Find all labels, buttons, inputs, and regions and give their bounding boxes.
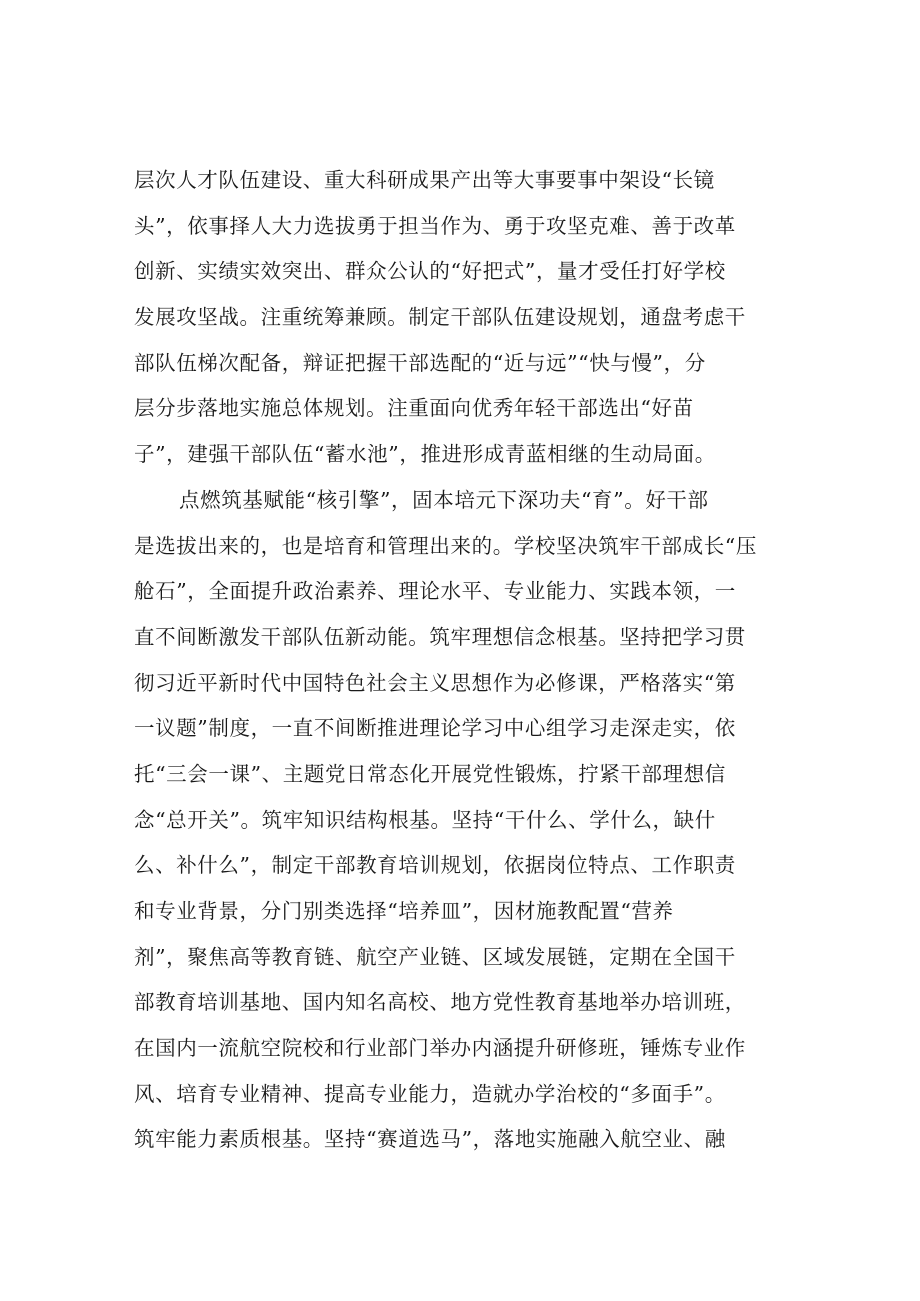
text-line: 剂”，聚焦高等教育链、航空产业链、区域发展链，定期在全国干 <box>134 944 736 969</box>
paragraph-1 <box>134 158 798 478</box>
text-line: 部教育培训基地、国内知名高校、地方党性教育基地举办培训班， <box>134 990 746 1015</box>
document-body <box>134 158 798 1163</box>
text-line: 发展攻坚战。注重统筹兼顾。制定干部队伍建设规划，通盘考虑干 <box>134 305 746 330</box>
text-line: 风、培育专业精神、提高专业能力，造就办学治校的“多面手”。 <box>134 1081 726 1106</box>
text-line: 在国内一流航空院校和行业部门举办内涵提升研修班，锤炼专业作 <box>134 1036 746 1061</box>
text-line: 么、补什么”，制定干部教育培训规划，依据岗位特点、工作职责 <box>134 853 736 878</box>
text-line: 头”，依事择人大力选拔勇于担当作为、勇于攻坚克难、善于改革 <box>134 213 736 238</box>
text-line: 托“三会一课”、主题党日常态化开展党性锻炼，拧紧干部理想信 <box>134 761 726 786</box>
text-line: 舱石”，全面提升政治素养、理论水平、专业能力、实践本领，一 <box>134 579 736 604</box>
text-line: 点燃筑基赋能“核引擎”，固本培元下深功夫“育”。好干部 <box>179 487 709 512</box>
text-line: 和专业背景，分门别类选择“培养皿”，因材施教配置“营养 <box>134 899 674 923</box>
text-line: 创新、实绩实效突出、群众公认的“好把式”，量才受任打好学校 <box>134 259 726 284</box>
paragraph-2 <box>134 478 798 1163</box>
text-line: 是选拔出来的，也是培育和管理出来的。学校坚决筑牢干部成长“压 <box>134 533 757 558</box>
text-line: 彻习近平新时代中国特色社会主义思想作为必修课，严格落实“第 <box>134 670 736 695</box>
text-line: 子”，建强干部队伍“蓄水池”，推进形成青蓝相继的生动局面。 <box>134 442 716 467</box>
text-line: 一议题”制度，一直不间断推进理论学习中心组学习走深走实，依 <box>134 716 736 741</box>
text-line: 筑牢能力素质根基。坚持“赛道选马”，落地实施融入航空业、融 <box>134 1127 726 1152</box>
text-line: 直不间断激发干部队伍新动能。筑牢理想信念根基。坚持把学习贯 <box>134 624 746 649</box>
text-line: 念“总开关”。筑牢知识结构根基。坚持“干什么、学什么，缺什 <box>134 807 716 832</box>
text-line: 层次人才队伍建设、重大科研成果产出等大事要事中架设“长镜 <box>134 168 715 192</box>
text-line: 部队伍梯次配备，辩证把握干部选配的“近与远”“快与慢”，分 <box>134 350 706 375</box>
text-line: 层分步落地实施总体规划。注重面向优秀年轻干部选出“好苗 <box>134 396 694 421</box>
